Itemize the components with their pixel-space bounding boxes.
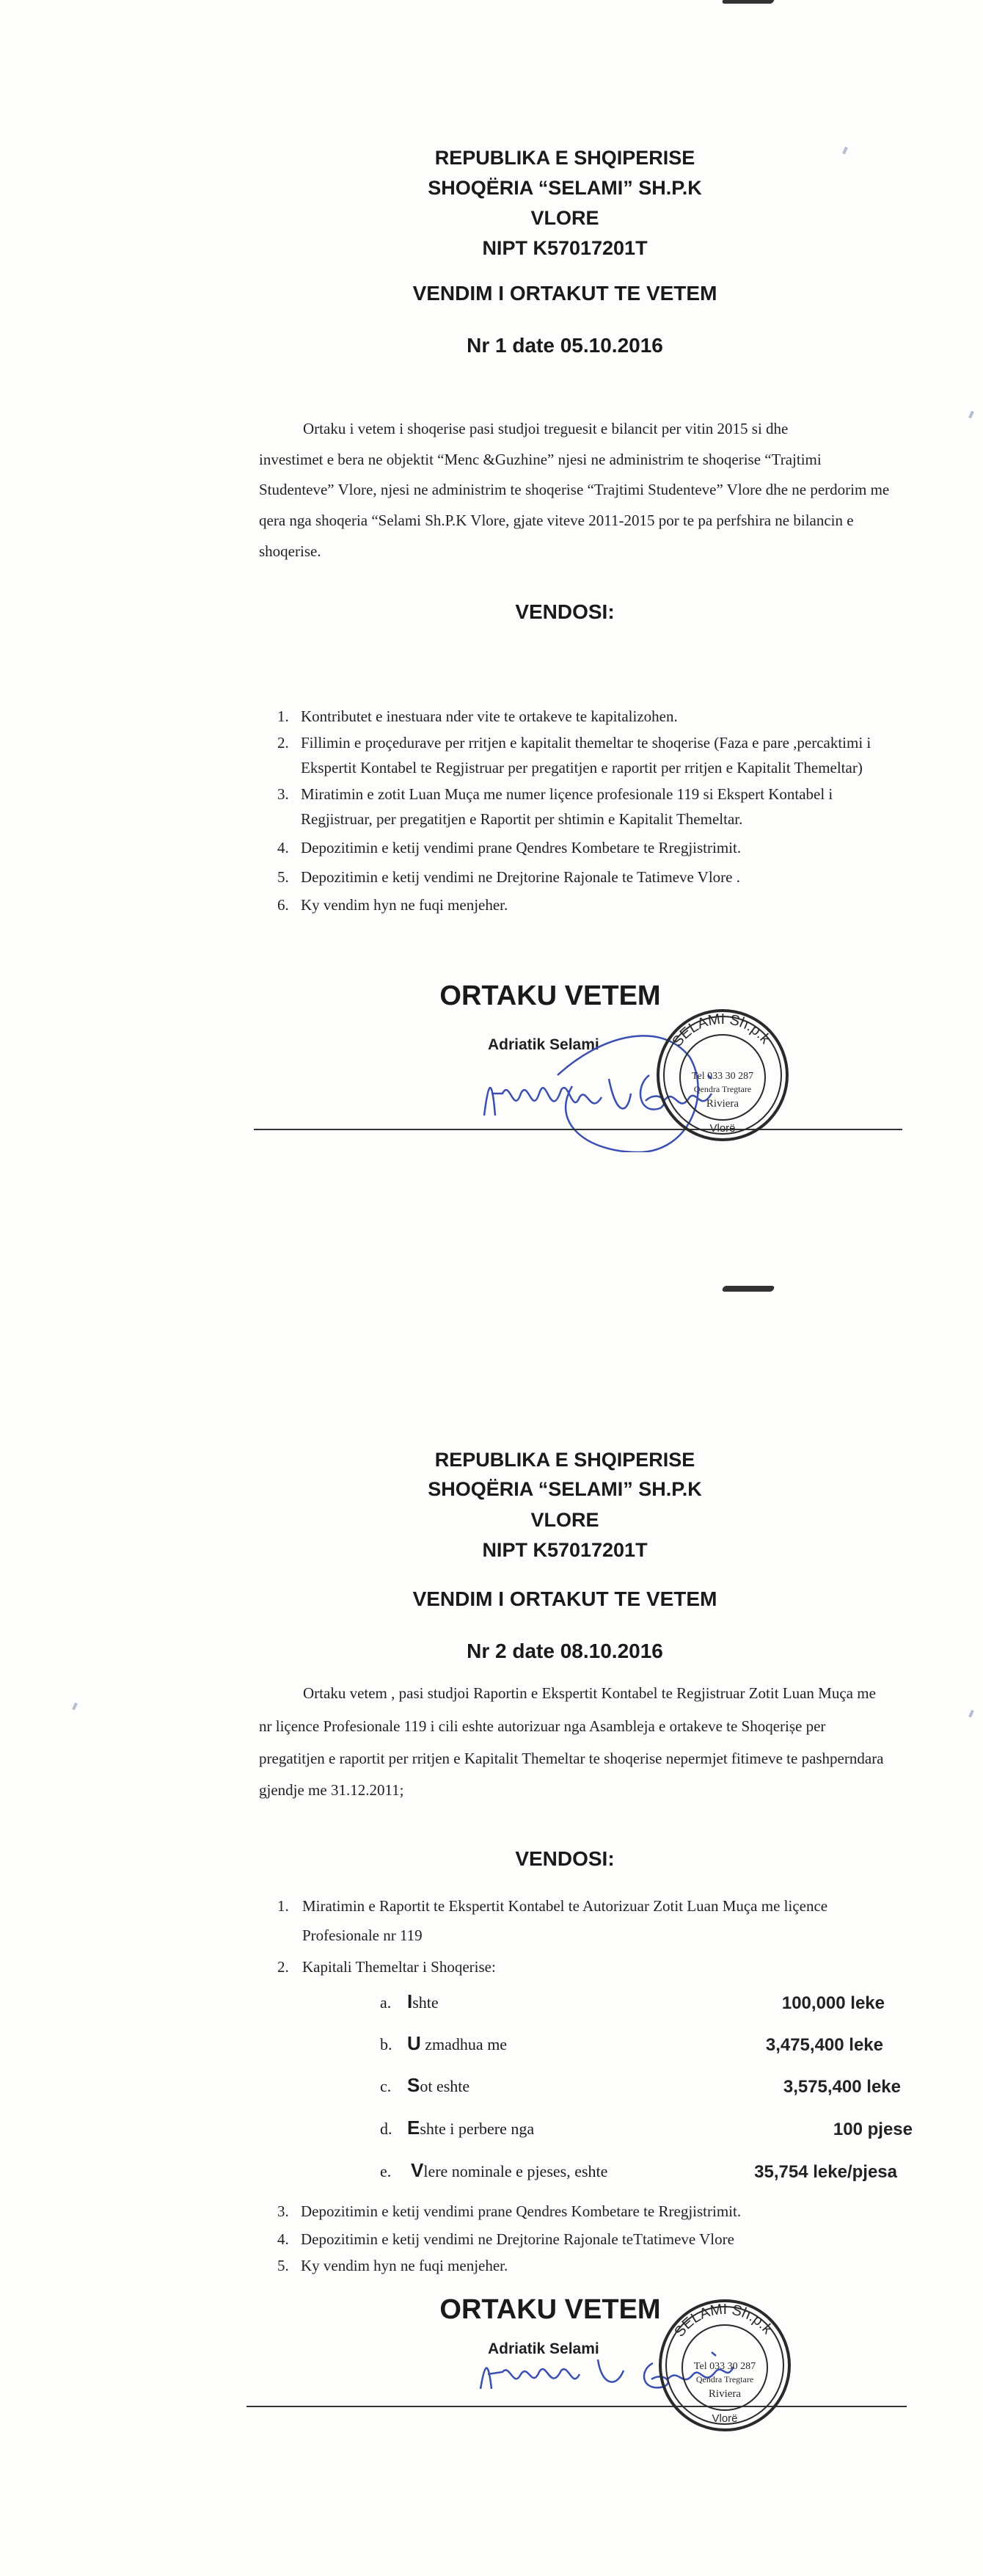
subitem-value: 100 pjese	[833, 2120, 913, 2139]
header-company: SHOQËRIA “SELAMI” SH.P.K	[428, 177, 702, 199]
stamp-line2: Qendra Tregtare	[695, 2374, 754, 2384]
paragraph-line: Ortaku i vetem i shoqerise pasi studjoi treguesit e bilancit per vitin 2015 si dhe	[303, 420, 789, 437]
stamp-tel: Tel 033 30 287	[693, 2361, 756, 2372]
item-number: 3.	[277, 2202, 289, 2220]
subitem-letter: d.	[380, 2120, 392, 2138]
signatory-name: Adriatik Selami	[488, 2340, 599, 2357]
paragraph-line: Studenteve” Vlore, njesi ne administrim te shoqerise “Trajtimi Studenteve” Vlore dhe ne perdorim me	[259, 481, 890, 498]
list-item: Depozitimin e ketij vendimi ne Drejtorine Rajonale teTtatimeve Vlore	[301, 2230, 734, 2248]
item-number: 4.	[277, 2230, 289, 2248]
decision-title: VENDIM I ORTAKUT TE VETEM	[412, 282, 717, 305]
header-nipt: NIPT K57017201T	[482, 237, 648, 259]
list-item: Fillimin e proçedurave per rritjen e kapitalit themeltar te shoqerise (Faza e pare ,percaktimi i	[301, 734, 871, 752]
subitem-initial: U	[407, 2032, 421, 2054]
signature-line	[246, 2406, 907, 2407]
scan-speck	[968, 411, 974, 419]
list-item: Ky vendim hyn ne fuqi menjeher.	[301, 896, 508, 914]
list-item: Kontributet e inestuara nder vite te ortakeve te kapitalizohen.	[301, 707, 678, 725]
list-item: Profesionale nr 119	[302, 1926, 423, 1944]
subitem-value: 100,000 leke	[781, 1993, 885, 2013]
subitem-value: 35,754 leke/pjesa	[754, 2162, 897, 2182]
item-number: 5.	[277, 868, 289, 886]
subitem-value: 3,475,400 leke	[765, 2035, 883, 2055]
company-stamp-icon	[655, 2296, 794, 2435]
decision-title: VENDIM I ORTAKUT TE VETEM	[412, 1587, 717, 1610]
stamp-line2: Qendra Tregtare	[693, 1084, 752, 1094]
list-item: Depozitimin e ketij vendimi prane Qendres Kombetare te Rregjistrimit.	[301, 2202, 742, 2220]
list-item: Depozitimin e ketij vendimi ne Drejtorine Rajonale te Tatimeve Vlore .	[301, 868, 740, 886]
paragraph-line: nr liçence Profesionale 119 i cili eshte autorizuar nga Asambleja e ortakeve te Shoqerișe per	[259, 1717, 826, 1735]
subitem-letter: b.	[380, 2035, 392, 2053]
paragraph-line: investimet e bera ne objektit “Menc &Guzhine” njesi ne administrim te shoqerise “Trajtimi	[259, 451, 822, 468]
decision-number: Nr 2 date 08.10.2016	[467, 1640, 663, 1662]
subitem-value: 3,575,400 leke	[783, 2077, 901, 2097]
list-item: Kapitali Themeltar i Shoqerise:	[302, 1958, 496, 1976]
list-item: Depozitimin e ketij vendimi prane Qendres Kombetare te Rregjistrimit.	[301, 839, 742, 856]
item-number: 5.	[277, 2257, 289, 2274]
header-nipt: NIPT K57017201T	[482, 1539, 648, 1561]
paragraph-line: Ortaku vetem , pasi studjoi Raportin e Ekspertit Kontabel te Regjistruar Zotit Luan Muça me	[303, 1684, 876, 1702]
scan-speck	[72, 1703, 78, 1711]
subitem-label: shte	[412, 1993, 439, 2012]
stamp-top-text: SELAMI Sh.p.k	[669, 1011, 774, 1050]
item-number: 2.	[277, 734, 289, 752]
list-item: Ky vendim hyn ne fuqi menjeher.	[301, 2257, 508, 2274]
signatory-title: ORTAKU VETEM	[439, 980, 661, 1011]
stamp-line3: Riviera	[706, 1098, 739, 1110]
subitem-letter: c.	[380, 2077, 392, 2095]
paragraph-line: pregatitjen e raportit per rritjen e Kapitalit Themeltar te shoqerise nepermjet fitimeve te pashperndara	[259, 1750, 884, 1767]
paragraph-line: qera nga shoqeria “Selami Sh.P.K Vlore, gjate viteve 2011-2015 por te pa perfshira ne bilancin e	[259, 512, 854, 529]
scan-mark	[722, 1286, 775, 1292]
signatory-title: ORTAKU VETEM	[439, 2294, 661, 2325]
header-company: SHOQËRIA “SELAMI” SH.P.K	[428, 1478, 702, 1500]
subitem-initial: E	[407, 2117, 420, 2139]
subitem-initial: V	[411, 2159, 424, 2181]
item-number: 6.	[277, 896, 289, 914]
signature-line	[254, 1129, 902, 1130]
stamp-bottom: Vlorë	[709, 1122, 736, 1135]
list-item: Regjistruar, per pregatitjen e Raportit per shtimin e Kapitalit Themeltar.	[301, 810, 743, 828]
decision-heading: VENDOSI:	[515, 1847, 615, 1870]
subitem-label: ot eshte	[420, 2077, 470, 2095]
company-stamp-icon	[653, 1005, 792, 1145]
item-number: 4.	[277, 839, 289, 856]
decision-number: Nr 1 date 05.10.2016	[467, 334, 663, 357]
scan-speck	[968, 1710, 974, 1718]
header-republic: REPUBLIKA E SHQIPERISE	[434, 147, 695, 169]
scan-mark	[722, 0, 775, 4]
svg-text:SELAMI Sh.p.k	[671, 2302, 776, 2340]
item-number: 1.	[277, 707, 289, 725]
stamp-tel: Tel 033 30 287	[691, 1071, 754, 1082]
stamp-line3: Riviera	[708, 2388, 742, 2400]
stamp-top-text: SELAMI Sh.p.k	[671, 2301, 776, 2340]
item-number: 1.	[277, 1897, 289, 1915]
subitem-label: lere nominale e pjeses, eshte	[423, 2162, 608, 2180]
item-number: 2.	[277, 1958, 289, 1976]
subitem-letter: a.	[380, 1993, 392, 2012]
header-city: VLORE	[530, 1509, 599, 1531]
list-item: Miratimin e zotit Luan Muça me numer liçence profesionale 119 si Ekspert Kontabel i	[301, 785, 833, 803]
signatory-name: Adriatik Selami	[488, 1036, 599, 1053]
header-city: VLORE	[530, 207, 599, 229]
subitem-initial: I	[407, 1990, 413, 2012]
list-item: Miratimin e Raportit te Ekspertit Kontabel te Autorizuar Zotit Luan Muça me liçence	[302, 1897, 828, 1915]
list-item: Ekspertit Kontabel te Regjistruar per pregatitjen e raportit per rritjen e Kapitalit Themeltar)	[301, 759, 863, 776]
decision-heading: VENDOSI:	[515, 600, 615, 623]
subitem-letter: e.	[380, 2162, 392, 2180]
subitem-label: shte i perbere nga	[420, 2120, 535, 2138]
header-republic: REPUBLIKA E SHQIPERISE	[434, 1449, 695, 1471]
stamp-bottom: Vlorë	[712, 2412, 738, 2425]
subitem-initial: S	[407, 2074, 420, 2096]
paragraph-line: shoqerise.	[259, 542, 321, 560]
subitem-label: zmadhua me	[420, 2035, 508, 2053]
item-number: 3.	[277, 785, 289, 803]
svg-text:SELAMI Sh.p.k	[669, 1011, 774, 1050]
paragraph-line: gjendje me 31.12.2011;	[259, 1781, 404, 1799]
